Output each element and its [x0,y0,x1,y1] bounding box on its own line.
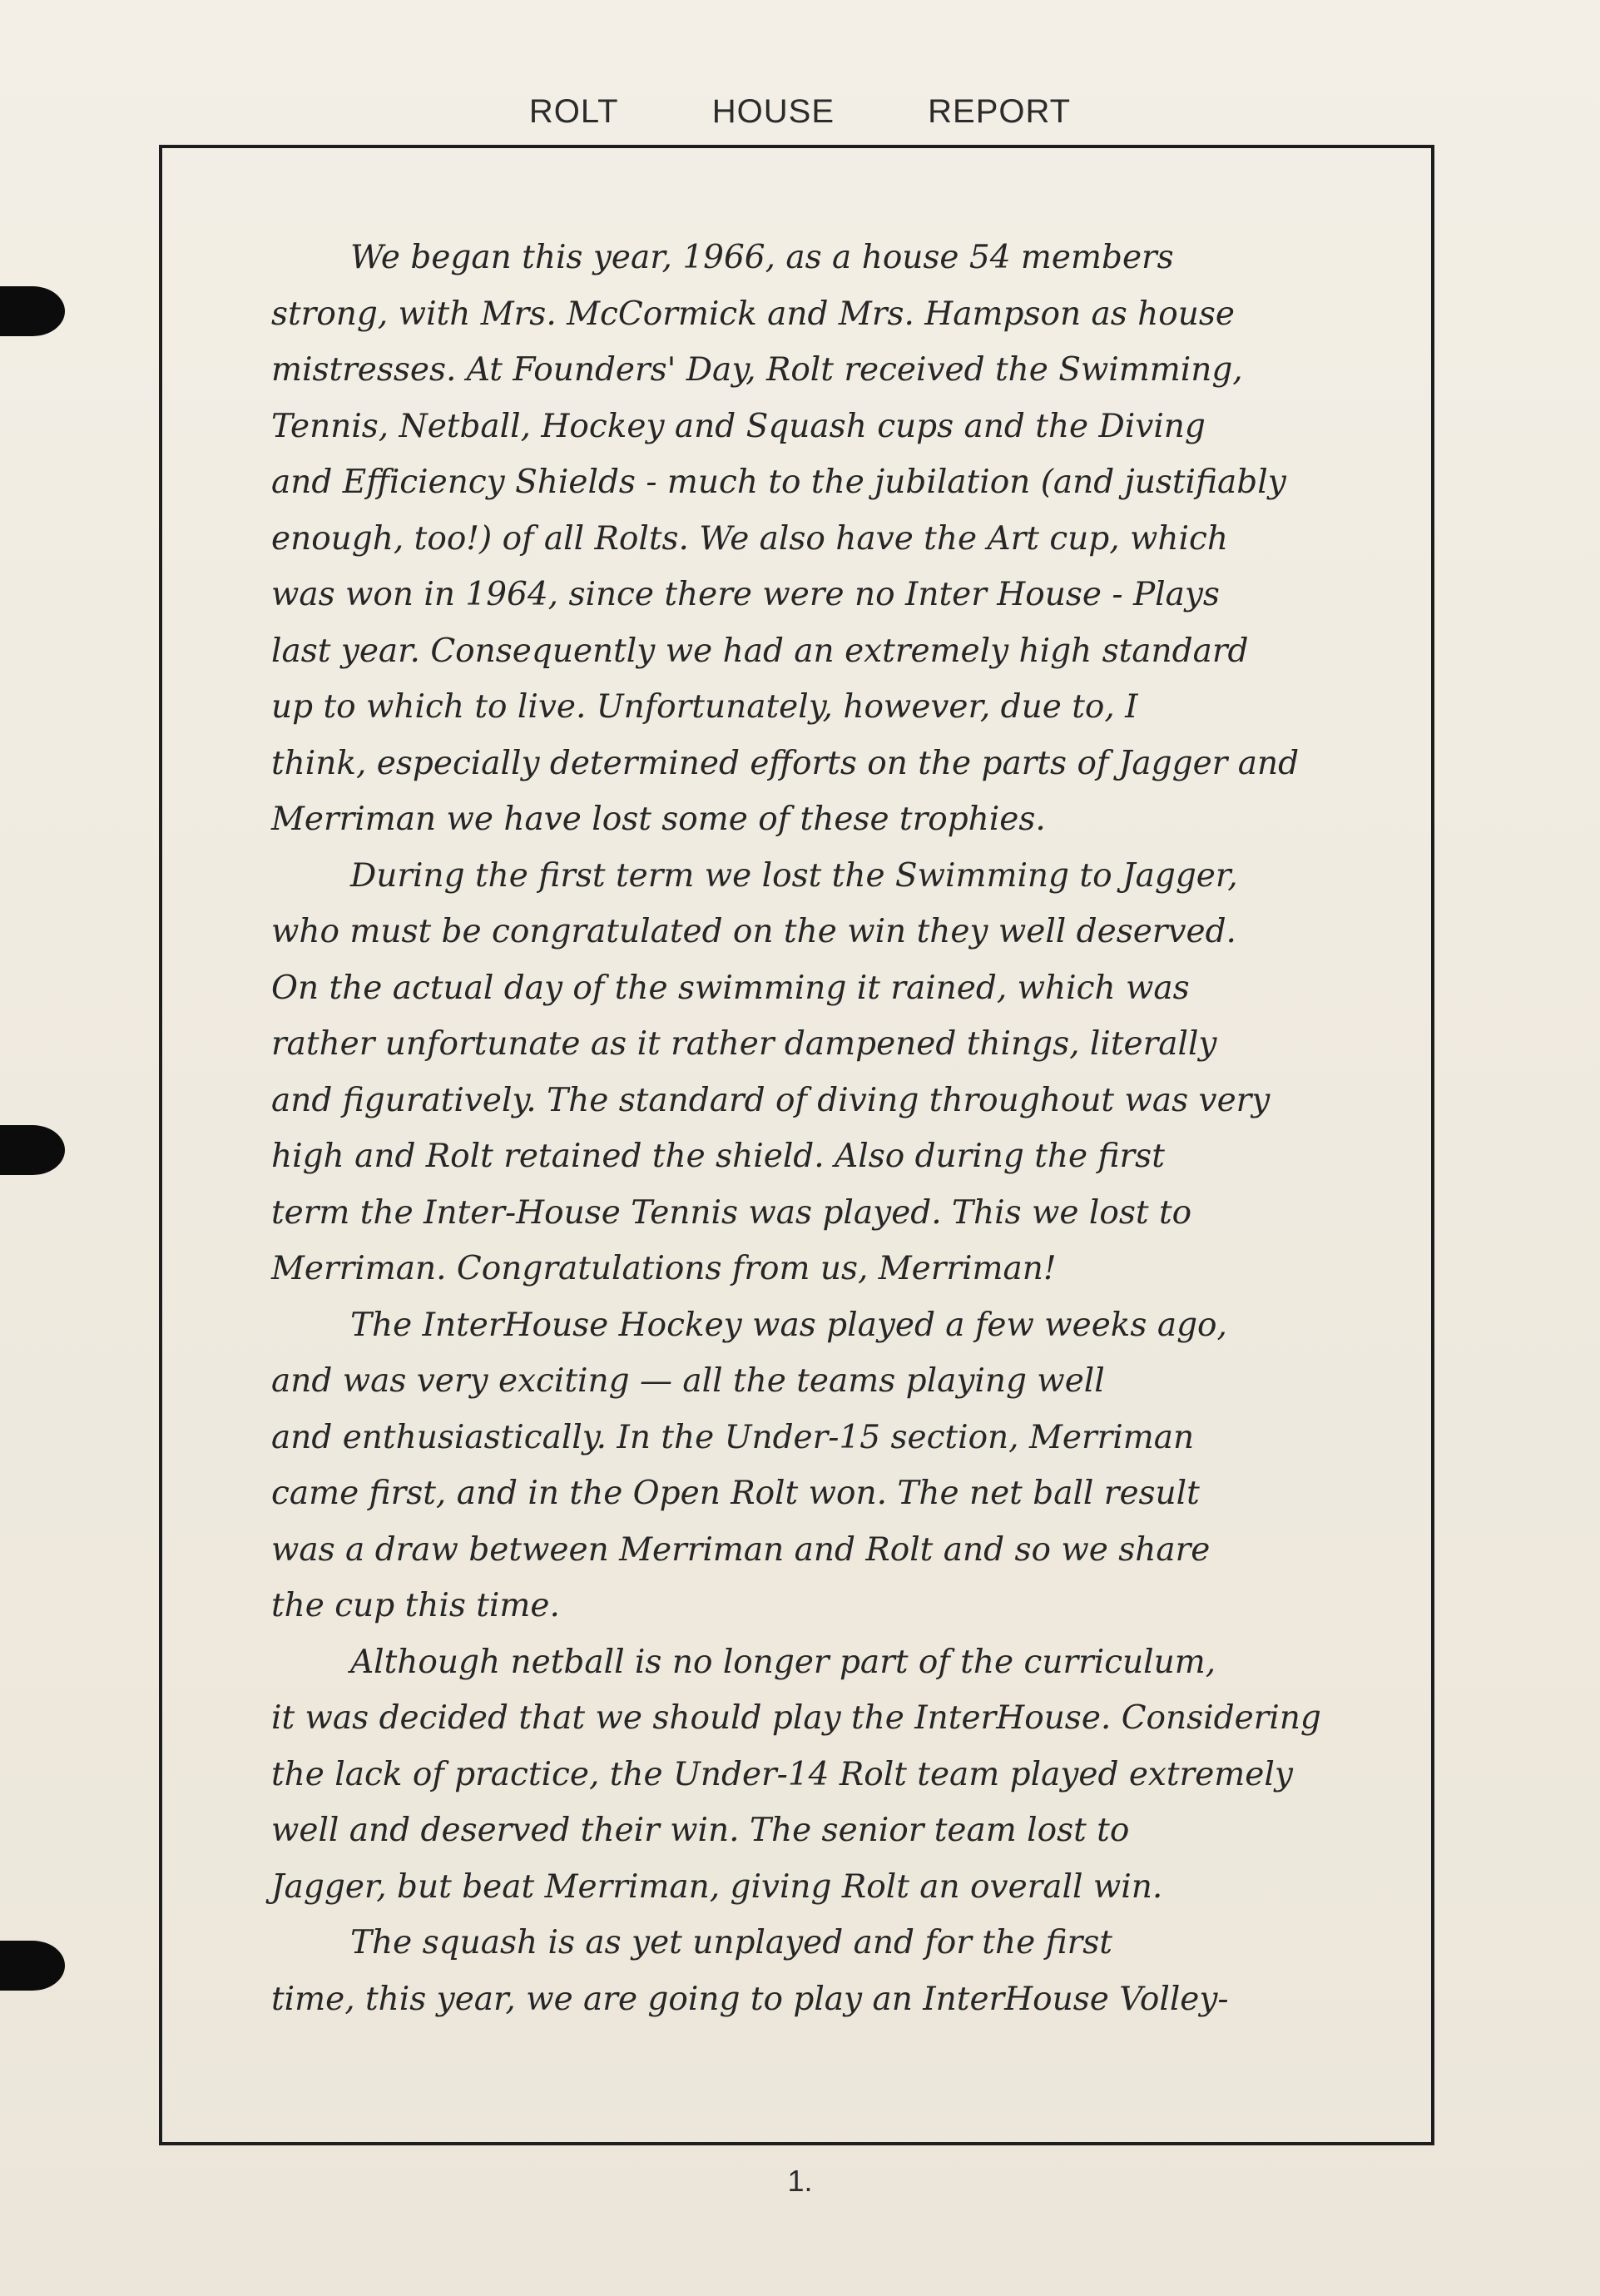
paragraph [271,848,1378,1297]
text-line: Tennis, Netball, Hockey and Squash cups and the Diving [271,407,1206,445]
text-line: The squash is as yet unplayed and for the first [350,1924,1112,1961]
punch-hole-top [0,286,65,336]
text-line: high and Rolt retained the shield. Also during the first [271,1138,1165,1175]
text-line: and Efficiency Shields - much to the jubilation (and justifiably [271,464,1286,501]
text-line: We began this year, 1966, as a house 54 members [350,239,1174,276]
text-line: the cup this time. [271,1587,560,1624]
text-line: it was decided that we should play the InterHouse. Considering [271,1699,1321,1737]
text-line: last year. Consequently we had an extremely high standard [271,632,1249,670]
punch-hole-middle [0,1125,65,1175]
paragraph [271,230,1378,848]
text-line: strong, with Mrs. McCormick and Mrs. Hampson as house [271,295,1235,333]
text-line: The InterHouse Hockey was played a few weeks ago, [350,1306,1227,1344]
page-number: 1. [787,2164,813,2198]
handwritten-report-body [271,230,1378,2027]
text-line: the lack of practice, the Under-14 Rolt team played extremely [271,1755,1293,1793]
text-line: who must be congratulated on the win they well deserved. [271,913,1236,950]
text-line: Merriman. Congratulations from us, Merriman! [271,1250,1057,1287]
text-line: enough, too!) of all Rolts. We also have the Art cup, which [271,519,1228,558]
text-line: was won in 1964, since there were no Inter House - Plays [271,576,1220,613]
text-line: well and deserved their win. The senior team lost to [271,1812,1130,1849]
header-word: REPORT [928,93,1072,130]
text-line: was a draw between Merriman and Rolt and so we share [271,1530,1211,1569]
text-line: During the first term we lost the Swimming to Jagger, [350,856,1238,895]
page-header [0,93,1600,131]
text-line: Merriman we have lost some of these trophies. [271,801,1046,838]
text-line: mistresses. At Founders' Day, Rolt received the Swimming, [271,351,1243,389]
text-line: and figuratively. The standard of diving throughout was very [271,1081,1271,1119]
text-line: and enthusiastically. In the Under-15 section, Merriman [271,1418,1195,1456]
text-line: Although netball is no longer part of the curriculum, [350,1643,1216,1681]
text-line: Jagger, but beat Merriman, giving Rolt an overall win. [271,1867,1163,1906]
text-line: came first, and in the Open Rolt won. The net ball result [271,1475,1200,1512]
text-line: think, especially determined efforts on the parts of Jagger and [271,744,1300,782]
text-line: up to which to live. Unfortunately, however, due to, I [271,688,1138,726]
text-line: On the actual day of the swimming it rained, which was [271,969,1190,1007]
text-line: rather unfortunate as it rather dampened things, literally [271,1025,1217,1063]
paragraph [271,1297,1378,1634]
paragraph [271,1634,1378,1916]
header-word: ROLT [528,93,619,130]
text-line: term the Inter-House Tennis was played. This we lost to [271,1193,1192,1232]
text-line: and was very exciting — all the teams playing well [271,1362,1105,1400]
paragraph [271,1915,1378,2027]
text-line: time, this year, we are going to play an InterHouse Volley- [271,1980,1229,2018]
header-word: HOUSE [711,93,835,130]
punch-hole-bottom [0,1941,65,1991]
